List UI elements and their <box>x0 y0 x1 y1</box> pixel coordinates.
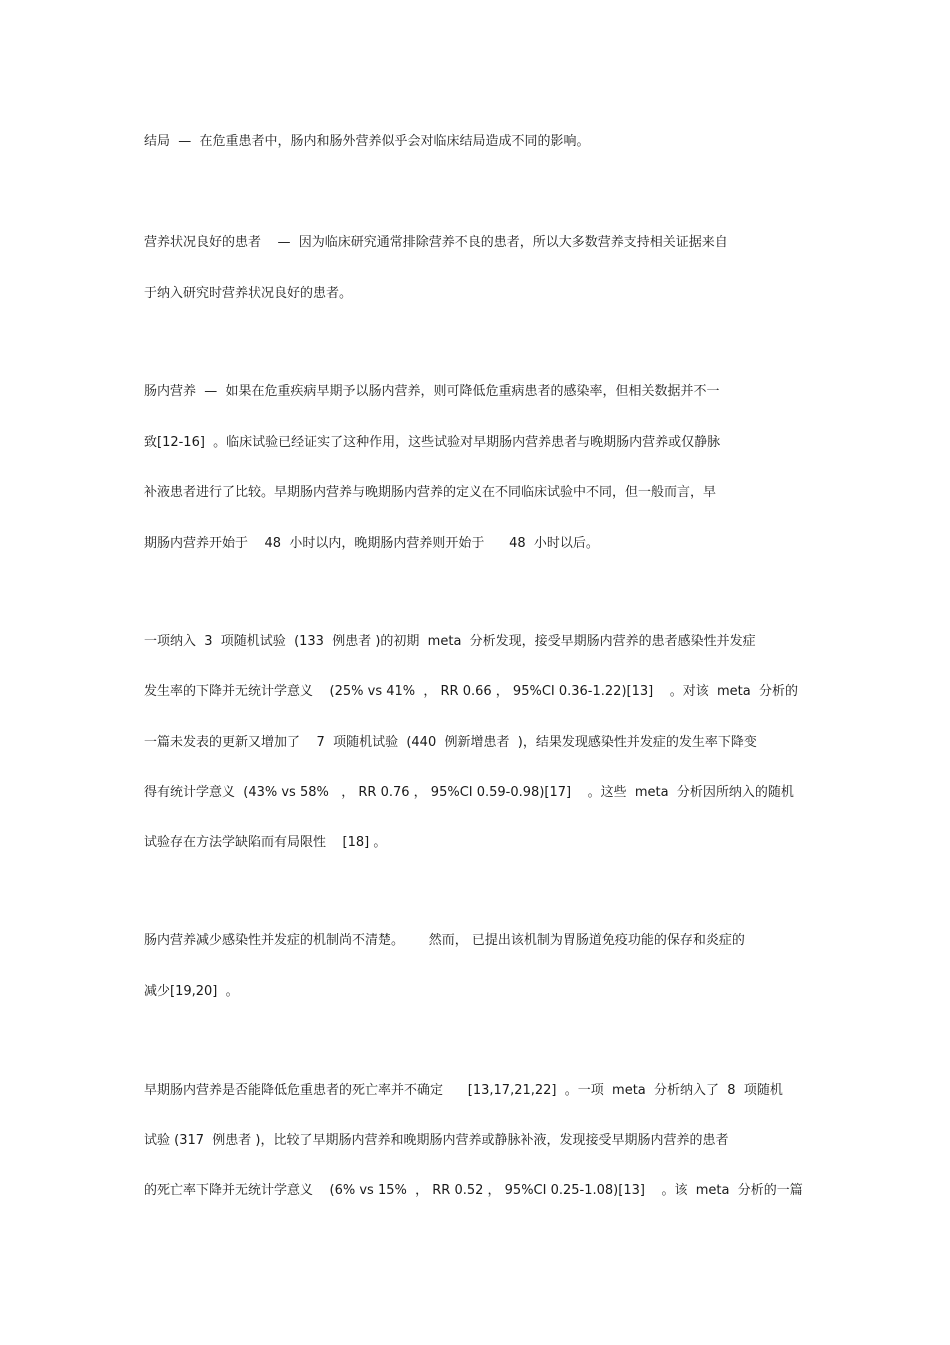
text-line: 补液患者进行了比较。早期肠内营养与晚期肠内营养的定义在不同临床试验中不同，但一般而言，早 <box>144 485 717 500</box>
text-line: 发生率的下降并无统计学意义 (25% vs 41% ， RR 0.66 ， 95%CI 0.36-1.22)[13] 。对该 meta 分析的 <box>144 684 798 699</box>
text-line: 试验存在方法学缺陷而有局限性 [18] 。 <box>144 835 387 850</box>
text-line: 期肠内营养开始于 48 小时以内，晚期肠内营养则开始于 48 小时以后。 <box>144 536 599 551</box>
text-line: 肠内营养 — 如果在危重疾病早期予以肠内营养，则可降低危重病患者的感染率，但相关数据并不一 <box>144 384 720 399</box>
text-line: 减少[19,20] 。 <box>144 984 239 999</box>
text-line: 得有统计学意义 (43% vs 58% ， RR 0.76 ， 95%CI 0.59-0.98)[17] 。这些 meta 分析因所纳入的随机 <box>144 785 794 800</box>
text-line: 的死亡率下降并无统计学意义 (6% vs 15% ， RR 0.52 ， 95%CI 0.25-1.08)[13] 。该 meta 分析的一篇 <box>144 1183 803 1198</box>
text-line: 结局 — 在危重患者中，肠内和肠外营养似乎会对临床结局造成不同的影响。 <box>144 134 590 149</box>
text-line: 于纳入研究时营养状况良好的患者。 <box>144 286 353 301</box>
text-line: 肠内营养减少感染性并发症的机制尚不清楚。 然而， 已提出该机制为胃肠道免疫功能的保存和炎症的 <box>144 933 745 948</box>
text-line: 早期肠内营养是否能降低危重患者的死亡率并不确定 [13,17,21,22] 。一项 meta 分析纳入了 8 项随机 <box>144 1083 783 1098</box>
text-line: 致[12-16] 。临床试验已经证实了这种作用，这些试验对早期肠内营养患者与晚期肠内营养或仅静脉 <box>144 435 721 450</box>
text-line: 营养状况良好的患者 — 因为临床研究通常排除营养不良的患者，所以大多数营养支持相关证据来自 <box>144 235 728 250</box>
text-line: 一项纳入 3 项随机试验 (133 例患者 )的初期 meta 分析发现，接受早期肠内营养的患者感染性并发症 <box>144 634 756 649</box>
text-line: 试验 (317 例患者 )，比较了早期肠内营养和晚期肠内营养或静脉补液，发现接受早期肠内营养的患者 <box>144 1133 729 1148</box>
text-line: 一篇未发表的更新又增加了 7 项随机试验 (440 例新增患者 )，结果发现感染性并发症的发生率下降变 <box>144 735 757 750</box>
